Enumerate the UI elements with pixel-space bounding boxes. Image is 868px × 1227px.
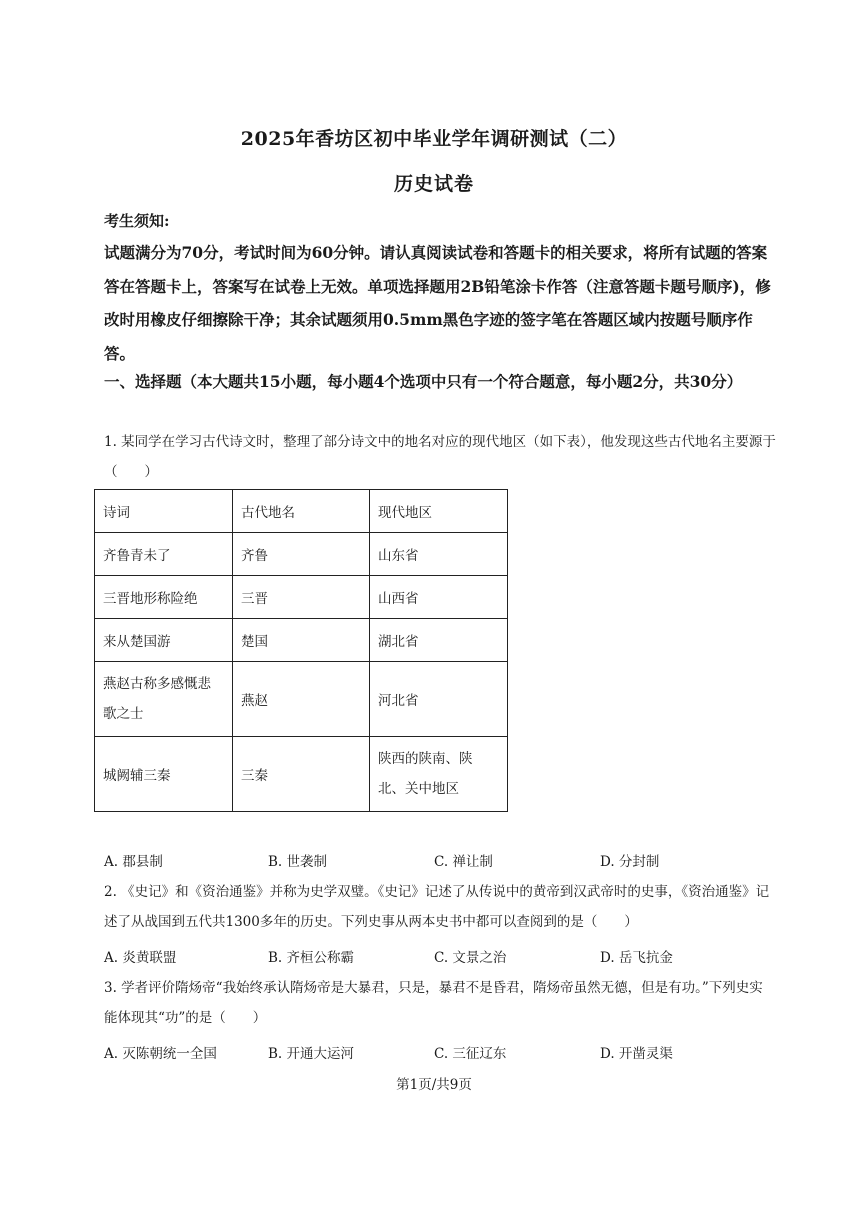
table-header-cell: 诗词 xyxy=(95,490,233,533)
table-cell: 燕赵古称多感慨悲歌之士 xyxy=(95,662,233,737)
table-cell: 齐鲁青未了 xyxy=(95,533,233,576)
table-row xyxy=(95,662,508,737)
option-c[interactable]: C. 文景之治 xyxy=(434,950,507,966)
exam-subject: 历史试卷 xyxy=(393,173,474,195)
notice-body: 试题满分为70分，考试时间为60分钟。请认真阅读试卷和答题卡的相关要求，将所有试题的答案答在答题卡上，答案写在试卷上无效。单项选择题用2B铅笔涂卡作答（注意答题卡题号顺序)，修改时用橡皮仔细擦除干净；其余试题须用0.5mm黑色字迹的签字笔在答题区域内按题号顺序作答。 xyxy=(104,243,771,363)
table-cell: 河北省 xyxy=(370,662,508,737)
page-number: 第1页/共9页 xyxy=(396,1077,472,1093)
table-cell: 城阙辅三秦 xyxy=(95,737,233,812)
table-cell: 三秦 xyxy=(233,737,370,812)
option-d[interactable]: D. 开凿灵渠 xyxy=(600,1046,673,1062)
table-cell: 楚国 xyxy=(233,619,370,662)
question-2-options xyxy=(104,946,776,970)
table-cell: 三晋 xyxy=(233,576,370,619)
option-d[interactable]: D. 分封制 xyxy=(600,854,660,870)
table-header-row xyxy=(95,490,508,533)
question-2-stem: 2. 《史记》和《资治通鉴》并称为史学双璧。《史记》记述了从传说中的黄帝到汉武帝时的史事，《资治通鉴》记述了从战国到五代共1300多年的历史。下列史事从两本史书中都可以查阅到的是（ ） xyxy=(104,884,770,930)
option-a[interactable]: A. 炎黄联盟 xyxy=(104,950,177,966)
table-row xyxy=(95,619,508,662)
table-cell: 山东省 xyxy=(370,533,508,576)
section-heading: 一、选择题（本大题共15小题，每小题4个选项中只有一个符合题意，每小题2分，共30分） xyxy=(104,372,743,391)
question-3-options xyxy=(104,1042,776,1066)
question-1-stem: 1. 某同学在学习古代诗文时，整理了部分诗文中的地名对应的现代地区（如下表），他发现这些古代地名主要源于（ ） xyxy=(104,434,776,480)
table-header-cell: 现代地区 xyxy=(370,490,508,533)
table-header-cell: 古代地名 xyxy=(233,490,370,533)
table-cell: 燕赵 xyxy=(233,662,370,737)
table-cell: 齐鲁 xyxy=(233,533,370,576)
question-1-table xyxy=(94,489,508,812)
option-a[interactable]: A. 灭陈朝统一全国 xyxy=(104,1046,217,1062)
option-c[interactable]: C. 三征辽东 xyxy=(434,1046,507,1062)
table-row xyxy=(95,533,508,576)
table-cell: 山西省 xyxy=(370,576,508,619)
table-row xyxy=(95,576,508,619)
page-title: 2025年香坊区初中毕业学年调研测试（二） xyxy=(240,128,628,150)
question-1-options xyxy=(104,850,776,874)
option-c[interactable]: C. 禅让制 xyxy=(434,854,493,870)
option-b[interactable]: B. 齐桓公称霸 xyxy=(268,950,355,966)
table-cell: 三晋地形称险绝 xyxy=(95,576,233,619)
question-3-stem: 3. 学者评价隋炀帝“我始终承认隋炀帝是大暴君，只是，暴君不是昏君，隋炀帝虽然无德，但是有功。”下列史实能体现其“功”的是（ ） xyxy=(104,980,763,1026)
option-d[interactable]: D. 岳飞抗金 xyxy=(600,950,673,966)
table-cell: 陕西的陕南、陕北、关中地区 xyxy=(370,737,508,812)
option-b[interactable]: B. 世袭制 xyxy=(268,854,328,870)
option-a[interactable]: A. 郡县制 xyxy=(104,854,163,870)
notice-heading: 考生须知: xyxy=(104,212,170,230)
table-cell: 湖北省 xyxy=(370,619,508,662)
table-cell: 来从楚国游 xyxy=(95,619,233,662)
option-b[interactable]: B. 开通大运河 xyxy=(268,1046,355,1062)
table-row xyxy=(95,737,508,812)
